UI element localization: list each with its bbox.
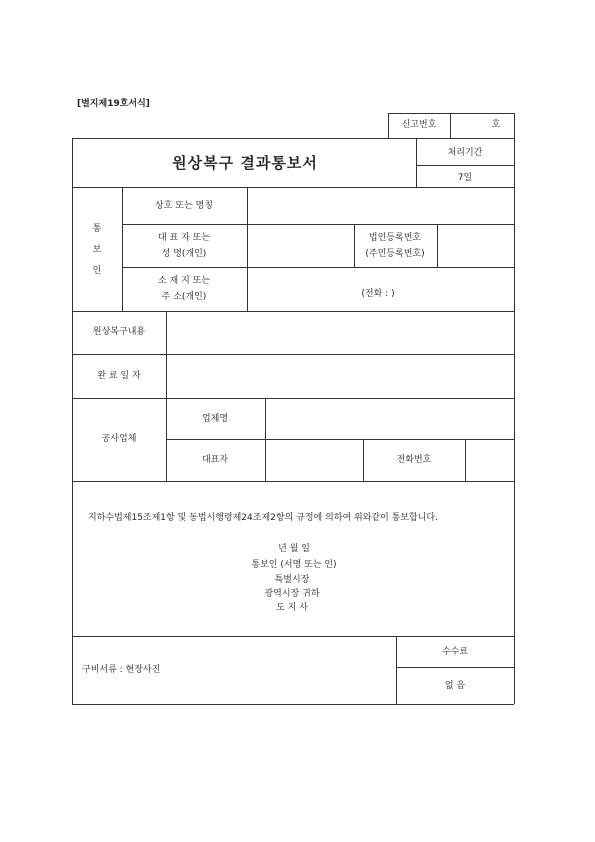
contractor-phone-left (363, 439, 364, 481)
business-name-label: 상호 또는 명칭 (155, 201, 213, 211)
title-divider (416, 138, 417, 187)
completion-date-label: 완 료 일 자 (97, 371, 141, 381)
notifier-field-divider (247, 187, 248, 311)
corp-label-left (354, 224, 355, 267)
address-label-1: 소 재 지 또는 (157, 276, 211, 286)
report-no-label: 신고번호 (401, 120, 437, 130)
statement-mayor-line: 특별시장 (274, 575, 310, 585)
processing-period-value: 7일 (457, 173, 473, 183)
page-title: 원상복구 결과통보서 (172, 154, 318, 172)
corp-label-right (437, 224, 438, 267)
title-row-bottom (72, 187, 514, 188)
fee-value: 없 음 (444, 681, 466, 691)
report-box-top (388, 113, 514, 114)
contractor-phone-right (465, 439, 466, 481)
contractor-row1-bottom (166, 439, 514, 440)
corp-reg-label-2: (주민등록번호) (365, 249, 425, 259)
completion-row-bottom (72, 398, 514, 399)
contractor-section-label: 공사업체 (101, 434, 137, 444)
notifier-section-bottom (72, 311, 514, 312)
required-documents-label: 구비서류 : 현장사진 (82, 665, 161, 675)
table-top-border (72, 138, 514, 139)
statement-text: 지하수법제15조제1항 및 동법시행령제24조제2항의 규정에 의하여 위와같이 통보합니다. (88, 513, 438, 523)
report-box-right (514, 113, 515, 138)
notifier-label-2: 보 (92, 245, 102, 255)
table-left-border (72, 138, 73, 704)
notifier-row1-bottom (122, 224, 514, 225)
fee-divider (396, 667, 514, 668)
notifier-label-1: 통 (92, 224, 102, 234)
phone-label: (전화 : ) (361, 289, 395, 299)
contractor-phone-label: 전화번호 (396, 455, 432, 465)
contractor-section-bottom (72, 481, 514, 482)
statement-notifier-line: 통보인 (서명 또는 인) (251, 560, 337, 570)
address-label-2: 주 소(개인) (161, 292, 207, 302)
restoration-content-label: 원상복구내용 (92, 327, 146, 337)
statement-metro-line: 광역시장 귀하 (264, 589, 320, 599)
representative-label-2: 성 명(개인) (161, 249, 207, 259)
report-no-suffix: 호 (491, 120, 501, 130)
corp-reg-label-1: 법인등록번호 (368, 233, 422, 243)
table-bottom-border (72, 704, 514, 705)
contractor-representative-label: 대표자 (201, 455, 229, 465)
statement-date-line: 년 월 일 (278, 544, 310, 554)
fee-label: 수수료 (441, 647, 469, 657)
processing-divider (416, 165, 514, 166)
content-row-bottom (72, 354, 514, 355)
form-number: [별지제19호서식] (77, 99, 150, 109)
statement-section-bottom (72, 636, 514, 637)
notifier-label-3: 인 (92, 266, 102, 276)
notifier-label-divider (122, 187, 123, 311)
processing-period-label: 처리기간 (447, 148, 483, 158)
footer-divider (396, 636, 397, 704)
table-right-border (514, 138, 515, 704)
report-box-divider (450, 113, 451, 138)
company-name-label: 업체명 (201, 414, 229, 424)
report-box-left (388, 113, 389, 138)
representative-label-1: 대 표 자 또는 (157, 233, 211, 243)
statement-governor-line: 도 지 사 (276, 603, 308, 613)
notifier-row2-bottom (122, 267, 514, 268)
